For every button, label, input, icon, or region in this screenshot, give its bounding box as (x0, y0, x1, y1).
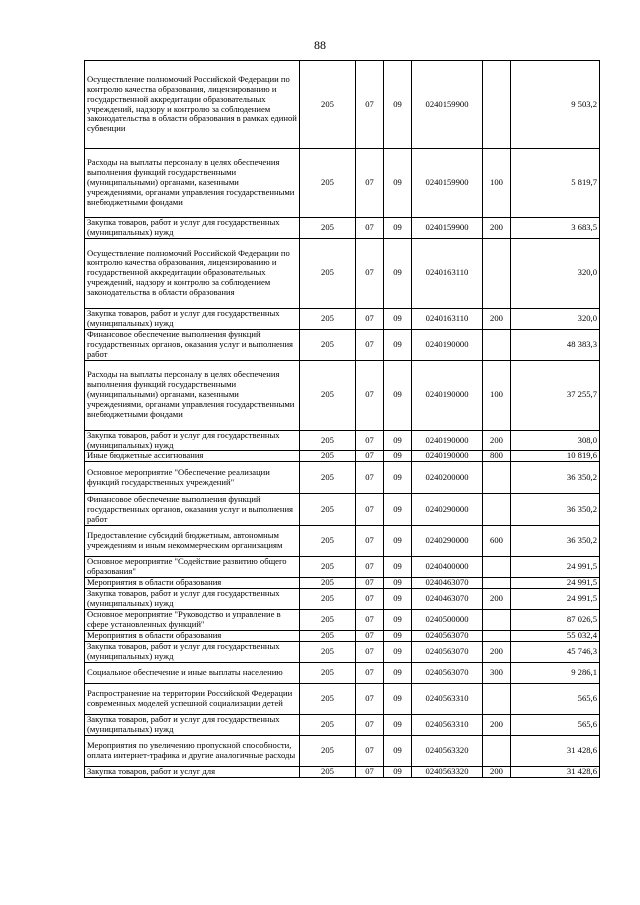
table-row (85, 451, 600, 462)
table-row (85, 683, 600, 714)
row-name: Финансовое обеспечение выполнения функций государственных органов, оказания услуг и выполнения работ (85, 494, 300, 526)
row-grbs: 205 (300, 766, 356, 777)
row-amount: 24 991,5 (511, 578, 600, 589)
row-section: 07 (356, 766, 384, 777)
row-name: Закупка товаров, работ и услуг для государственных (муниципальных) нужд (85, 641, 300, 662)
row-subsection: 09 (384, 360, 412, 430)
row-grbs: 205 (300, 494, 356, 526)
row-expense-type: 200 (483, 430, 511, 451)
row-expense-type: 300 (483, 662, 511, 683)
row-subsection: 09 (384, 578, 412, 589)
row-section: 07 (356, 589, 384, 610)
row-target-article: 0240563320 (412, 766, 483, 777)
row-section: 07 (356, 218, 384, 239)
row-expense-type (483, 462, 511, 494)
row-target-article: 0240200000 (412, 462, 483, 494)
row-target-article: 0240563070 (412, 662, 483, 683)
row-grbs: 205 (300, 526, 356, 557)
row-name: Основное мероприятие "Руководство и управление в сфере установленных функций" (85, 610, 300, 631)
table-row (85, 360, 600, 430)
row-amount: 565,6 (511, 683, 600, 714)
table-row (85, 462, 600, 494)
row-subsection: 09 (384, 662, 412, 683)
table-row (85, 149, 600, 218)
row-grbs: 205 (300, 641, 356, 662)
row-subsection: 09 (384, 641, 412, 662)
row-subsection: 09 (384, 683, 412, 714)
row-amount: 31 428,6 (511, 735, 600, 766)
row-target-article: 0240500000 (412, 610, 483, 631)
row-subsection: 09 (384, 766, 412, 777)
row-section: 07 (356, 360, 384, 430)
row-subsection: 09 (384, 526, 412, 557)
row-grbs: 205 (300, 589, 356, 610)
row-section: 07 (356, 641, 384, 662)
row-subsection: 09 (384, 149, 412, 218)
table-row (85, 641, 600, 662)
row-target-article: 0240163110 (412, 308, 483, 329)
row-grbs: 205 (300, 714, 356, 735)
row-subsection: 09 (384, 238, 412, 308)
row-section: 07 (356, 526, 384, 557)
row-name: Основное мероприятие "Обеспечение реализации функций государственных учреждений" (85, 462, 300, 494)
row-expense-type (483, 683, 511, 714)
row-expense-type: 200 (483, 766, 511, 777)
row-expense-type (483, 329, 511, 360)
row-expense-type: 200 (483, 714, 511, 735)
table-row (85, 589, 600, 610)
row-section: 07 (356, 578, 384, 589)
table-row (85, 735, 600, 766)
row-amount: 36 350,2 (511, 462, 600, 494)
row-section: 07 (356, 557, 384, 578)
row-target-article: 0240190000 (412, 360, 483, 430)
row-target-article: 0240463070 (412, 578, 483, 589)
row-expense-type (483, 735, 511, 766)
row-target-article: 0240290000 (412, 526, 483, 557)
row-amount: 5 819,7 (511, 149, 600, 218)
row-target-article: 0240159900 (412, 149, 483, 218)
row-grbs: 205 (300, 149, 356, 218)
row-grbs: 205 (300, 430, 356, 451)
row-name: Основное мероприятие "Содействие развитию общего образования" (85, 557, 300, 578)
row-name: Предоставление субсидий бюджетным, автономным учреждениям и иным некоммерческим организациям (85, 526, 300, 557)
row-target-article: 0240290000 (412, 494, 483, 526)
row-name: Мероприятия по увеличению пропускной способности, оплата интернет-трафика и другие аналогичные расходы (85, 735, 300, 766)
row-section: 07 (356, 149, 384, 218)
row-expense-type (483, 610, 511, 631)
row-grbs: 205 (300, 662, 356, 683)
row-amount: 87 026,5 (511, 610, 600, 631)
row-name: Иные бюджетные ассигнования (85, 451, 300, 462)
row-amount: 24 991,5 (511, 589, 600, 610)
row-subsection: 09 (384, 430, 412, 451)
row-amount: 36 350,2 (511, 526, 600, 557)
row-section: 07 (356, 735, 384, 766)
row-grbs: 205 (300, 451, 356, 462)
table-row (85, 494, 600, 526)
row-grbs: 205 (300, 329, 356, 360)
row-section: 07 (356, 430, 384, 451)
row-name: Закупка товаров, работ и услуг для государственных (муниципальных) нужд (85, 714, 300, 735)
row-amount: 320,0 (511, 238, 600, 308)
row-name: Закупка товаров, работ и услуг для государственных (муниципальных) нужд (85, 589, 300, 610)
row-expense-type: 800 (483, 451, 511, 462)
row-name: Расходы на выплаты персоналу в целях обеспечения выполнения функций государственными (муниципальными) органами, казенными учреждениями, органами управления государственными внебюджетными фондами (85, 360, 300, 430)
row-subsection: 09 (384, 714, 412, 735)
row-expense-type: 200 (483, 589, 511, 610)
row-amount: 31 428,6 (511, 766, 600, 777)
row-target-article: 0240400000 (412, 557, 483, 578)
row-subsection: 09 (384, 735, 412, 766)
row-amount: 565,6 (511, 714, 600, 735)
row-amount: 24 991,5 (511, 557, 600, 578)
table-row (85, 61, 600, 149)
row-grbs: 205 (300, 735, 356, 766)
row-name: Осуществление полномочий Российской Федерации по контролю качества образования, лицензированию и государственной аккредитации образовательных учреждений, надзору и контролю за соблюдением законодательства в области образования в рамках единой субвенции (85, 61, 300, 149)
row-amount: 36 350,2 (511, 494, 600, 526)
row-name: Социальное обеспечение и иные выплаты населению (85, 662, 300, 683)
row-target-article: 0240159900 (412, 218, 483, 239)
row-grbs: 205 (300, 308, 356, 329)
row-subsection: 09 (384, 610, 412, 631)
row-name: Закупка товаров, работ и услуг для государственных (муниципальных) нужд (85, 308, 300, 329)
row-target-article: 0240563070 (412, 641, 483, 662)
row-amount: 45 746,3 (511, 641, 600, 662)
row-subsection: 09 (384, 557, 412, 578)
row-grbs: 205 (300, 683, 356, 714)
page-number: 88 (314, 38, 326, 52)
row-expense-type (483, 578, 511, 589)
row-grbs: 205 (300, 238, 356, 308)
table-row (85, 218, 600, 239)
row-target-article: 0240563310 (412, 683, 483, 714)
table-row (85, 714, 600, 735)
row-expense-type: 100 (483, 149, 511, 218)
row-expense-type: 100 (483, 360, 511, 430)
row-grbs: 205 (300, 631, 356, 642)
row-grbs: 205 (300, 578, 356, 589)
row-expense-type (483, 238, 511, 308)
row-amount: 55 032,4 (511, 631, 600, 642)
row-target-article: 0240463070 (412, 589, 483, 610)
row-target-article: 0240190000 (412, 451, 483, 462)
row-amount: 9 286,1 (511, 662, 600, 683)
row-subsection: 09 (384, 451, 412, 462)
row-section: 07 (356, 308, 384, 329)
row-expense-type: 200 (483, 308, 511, 329)
row-target-article: 0240163110 (412, 238, 483, 308)
row-subsection: 09 (384, 462, 412, 494)
row-name: Закупка товаров, работ и услуг для государственных (муниципальных) нужд (85, 218, 300, 239)
table-row (85, 631, 600, 642)
row-grbs: 205 (300, 610, 356, 631)
table-row (85, 430, 600, 451)
row-subsection: 09 (384, 218, 412, 239)
row-name: Финансовое обеспечение выполнения функций государственных органов, оказания услуг и выполнения работ (85, 329, 300, 360)
row-subsection: 09 (384, 631, 412, 642)
row-name: Закупка товаров, работ и услуг для (85, 766, 300, 777)
row-expense-type: 600 (483, 526, 511, 557)
row-section: 07 (356, 631, 384, 642)
row-name: Расходы на выплаты персоналу в целях обеспечения выполнения функций государственными (муниципальными) органами, казенными учреждениями, органами управления государственными внебюджетными фондами (85, 149, 300, 218)
row-target-article: 0240563310 (412, 714, 483, 735)
row-section: 07 (356, 451, 384, 462)
table-row (85, 557, 600, 578)
row-amount: 3 683,5 (511, 218, 600, 239)
row-subsection: 09 (384, 494, 412, 526)
row-amount: 10 819,6 (511, 451, 600, 462)
row-target-article: 0240190000 (412, 430, 483, 451)
row-name: Мероприятия в области образования (85, 631, 300, 642)
row-section: 07 (356, 683, 384, 714)
budget-table (84, 60, 600, 778)
row-amount: 320,0 (511, 308, 600, 329)
budget-table-body (85, 61, 600, 778)
row-name: Мероприятия в области образования (85, 578, 300, 589)
row-subsection: 09 (384, 61, 412, 149)
row-target-article: 0240190000 (412, 329, 483, 360)
row-target-article: 0240563070 (412, 631, 483, 642)
row-section: 07 (356, 238, 384, 308)
table-row (85, 610, 600, 631)
row-expense-type (483, 61, 511, 149)
table-row (85, 238, 600, 308)
row-section: 07 (356, 329, 384, 360)
row-grbs: 205 (300, 557, 356, 578)
row-grbs: 205 (300, 360, 356, 430)
row-expense-type: 200 (483, 641, 511, 662)
row-expense-type: 200 (483, 218, 511, 239)
row-name: Осуществление полномочий Российской Федерации по контролю качества образования, лицензированию и государственной аккредитации образовательных учреждений, надзору и контролю за соблюдением законодательства в области образования (85, 238, 300, 308)
row-amount: 308,0 (511, 430, 600, 451)
row-amount: 48 383,3 (511, 329, 600, 360)
row-expense-type (483, 631, 511, 642)
row-amount: 37 255,7 (511, 360, 600, 430)
table-row (85, 662, 600, 683)
row-name: Распространение на территории Российской Федерации современных моделей успешной социализации детей (85, 683, 300, 714)
row-amount: 9 503,2 (511, 61, 600, 149)
row-grbs: 205 (300, 218, 356, 239)
table-row (85, 308, 600, 329)
row-expense-type (483, 557, 511, 578)
row-section: 07 (356, 462, 384, 494)
row-target-article: 0240159900 (412, 61, 483, 149)
table-row (85, 766, 600, 777)
table-row (85, 578, 600, 589)
row-subsection: 09 (384, 589, 412, 610)
row-section: 07 (356, 61, 384, 149)
table-row (85, 526, 600, 557)
row-name: Закупка товаров, работ и услуг для государственных (муниципальных) нужд (85, 430, 300, 451)
row-section: 07 (356, 662, 384, 683)
table-row (85, 329, 600, 360)
row-grbs: 205 (300, 462, 356, 494)
row-subsection: 09 (384, 329, 412, 360)
row-expense-type (483, 494, 511, 526)
row-subsection: 09 (384, 308, 412, 329)
row-section: 07 (356, 610, 384, 631)
row-section: 07 (356, 714, 384, 735)
row-section: 07 (356, 494, 384, 526)
row-grbs: 205 (300, 61, 356, 149)
row-target-article: 0240563320 (412, 735, 483, 766)
